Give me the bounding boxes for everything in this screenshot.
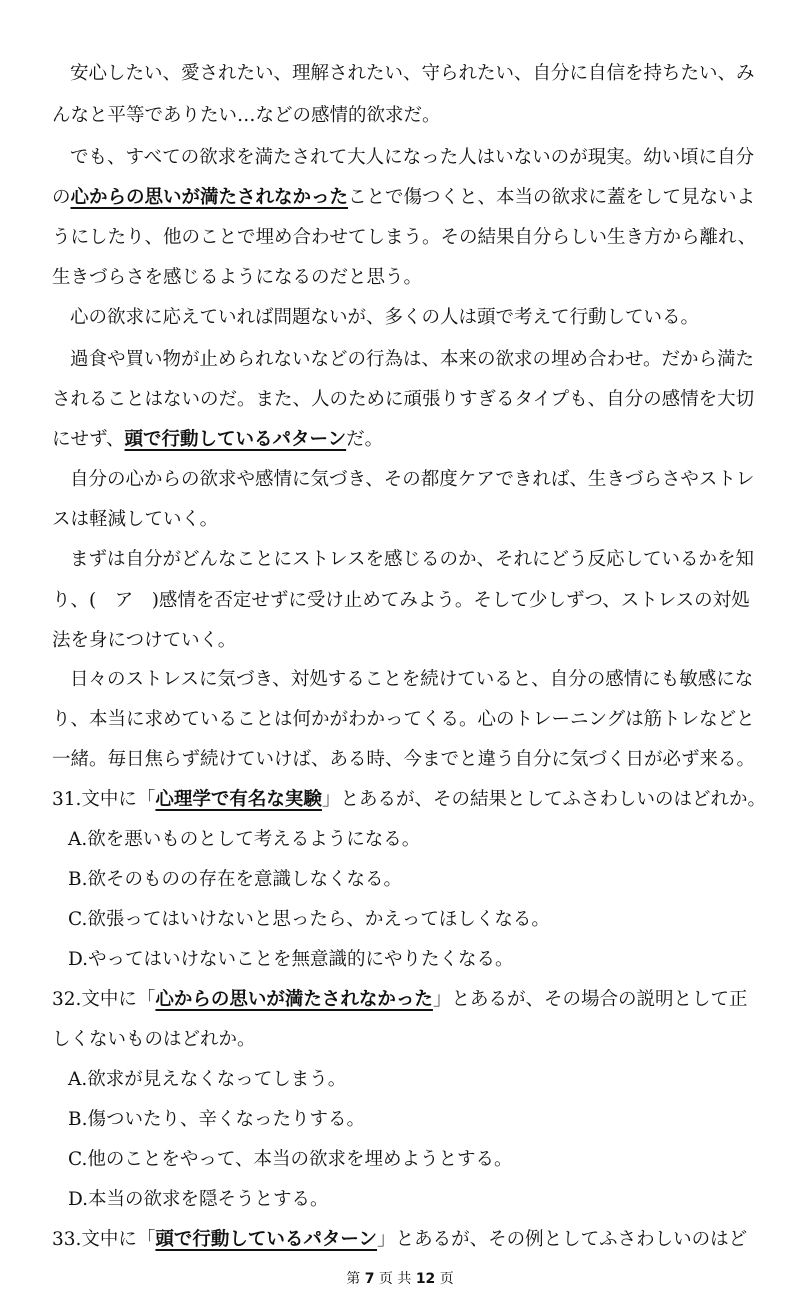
passage-line: 法を身につけていく。 [52,630,237,651]
question-31-option-b: B.欲そのものの存在を意識しなくなる。 [68,869,402,890]
underlined-phrase: 頭で行動しているパターン [155,1229,378,1250]
footer-text: 页 [439,1271,454,1287]
passage-line [52,185,800,211]
passage-line: でも、すべての欲求を満たされて大人になった人はいないのが現実。幼い頃に自分 [70,147,755,168]
passage-line: んなと平等でありたい…などの感情的欲求だ。 [52,105,441,126]
total-pages-number: 12 [415,1271,436,1287]
underlined-phrase: 心からの思いが満たされなかった [155,989,433,1010]
passage-line [52,427,800,453]
passage-line: 自分の心からの欲求や感情に気づき、その都度ケアできれば、生きづらさやストレ [70,469,755,490]
passage-line: 生きづらさを感じるようになるのだと思う。 [52,267,423,288]
question-32-stem [52,987,800,1013]
passage-line: うにしたり、他のことで埋め合わせてしまう。その結果自分らしい生き方から離れ、 [52,227,757,248]
passage-line: 一緒。毎日焦らず続けていけば、ある時、今までと違う自分に気づく日が必ず来る。 [52,749,756,770]
passage-line: 心の欲求に応えていれば問題ないが、多くの人は頭で考えて行動している。 [70,307,700,328]
passage-line: 日々のストレスに気づき、対処することを続けていると、自分の感情にも敏感にな [70,669,754,690]
underlined-phrase: 頭で行動しているパターン [124,429,347,450]
text-span: ことで傷つくと、本当の欲求に蓋をして見ないよ [348,187,756,208]
question-32-option-b: B.傷ついたり、辛くなったりする。 [68,1109,365,1130]
current-page-number: 7 [364,1271,375,1287]
underlined-phrase: 心理学で有名な実験 [155,789,322,810]
passage-line: スは軽減していく。 [52,509,219,530]
text-span: 」とあるが、その場合の説明として正 [432,989,748,1010]
passage-line: 過食や買い物が止められないなどの行為は、本来の欲求の埋め合わせ。だから満た [70,349,754,370]
text-span: 」とあるが、その結果としてふさわしいのはどれか。 [321,789,766,810]
text-span: 33.文中に「 [52,1229,156,1250]
passage-line: まずは自分がどんなことにストレスを感じるのか、それにどう反応しているかを知 [70,549,754,570]
text-span: の [52,187,71,208]
question-31-stem [52,787,800,813]
question-32-option-d: D.本当の欲求を隠そうとする。 [68,1189,329,1210]
question-32-stem-cont: しくないものはどれか。 [52,1029,256,1050]
passage-line: り、( ア )感情を否定せずに受け止めてみよう。そして少しずつ、ストレスの対処 [52,590,750,611]
passage-line: り、本当に求めていることは何かがわかってくる。心のトレーニングは筋トレなどと [52,709,755,730]
footer-text: 第 [346,1271,361,1287]
text-span: にせず、 [52,429,125,450]
passage-line: されることはないのだ。また、人のために頑張りすぎるタイプも、自分の感情を大切 [52,389,755,410]
text-span: 」とあるが、その例としてふさわしいのはど [377,1229,748,1250]
passage-line: 安心したい、愛されたい、理解されたい、守られたい、自分に自信を持ちたい、み [70,63,755,84]
text-span: だ。 [346,429,384,450]
question-32-option-c: C.他のことをやって、本当の欲求を埋めようとする。 [68,1149,513,1170]
question-32-option-a: A.欲求が見えなくなってしまう。 [68,1069,347,1090]
page-footer [0,1268,800,1288]
question-31-option-c: C.欲張ってはいけないと思ったら、かえってほしくなる。 [68,909,550,930]
underlined-phrase: 心からの思いが満たされなかった [70,187,349,208]
question-31-option-a: A.欲を悪いものとして考えるようになる。 [68,829,421,850]
footer-text: 页 共 [378,1271,412,1287]
question-31-option-d: D.やってはいけないことを無意識的にやりたくなる。 [68,949,514,970]
question-33-stem [52,1227,800,1253]
text-span: 32.文中に「 [52,989,156,1010]
text-span: 31.文中に「 [52,789,156,810]
